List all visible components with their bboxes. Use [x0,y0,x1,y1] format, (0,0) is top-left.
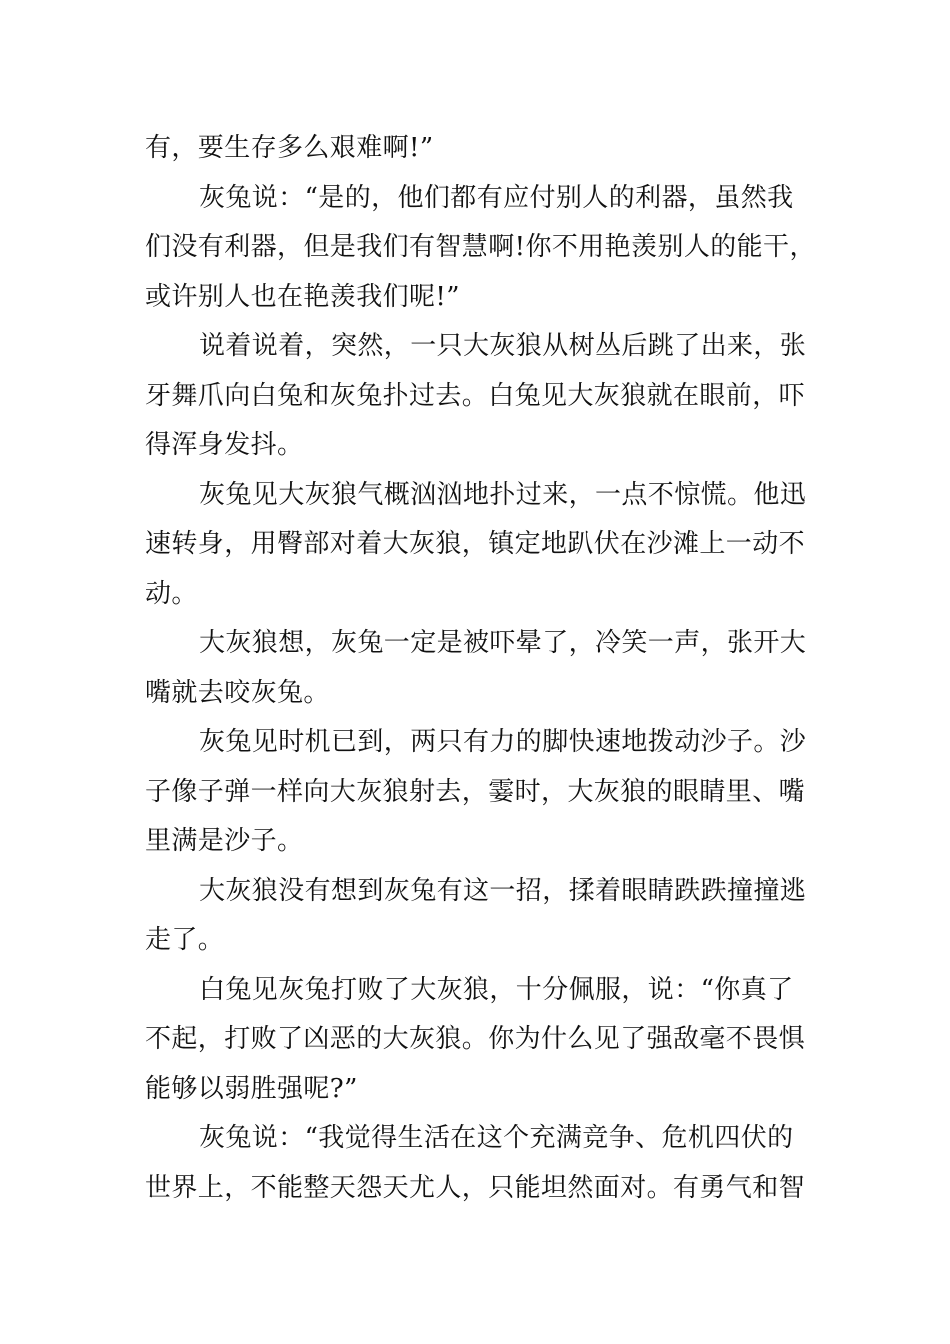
document-page [145,128,816,1217]
text-line: 世界上，不能整天怨天尤人，只能坦然面对。有勇气和智 [145,1172,806,1203]
text-line: 说着说着，突然，一只大灰狼从树丛后跳了出来，张 [199,331,807,361]
paragraph-4 [145,475,805,624]
paragraph-2 [145,178,816,327]
text-line: 里满是沙子。 [145,826,304,856]
text-line: 动。 [145,578,198,609]
text-line: 子像子弹一样向大灰狼射去，霎时，大灰狼的眼睛里、嘴 [145,776,806,807]
paragraph-7 [145,871,805,970]
text-line: 灰兔见时机已到，两只有力的脚快速地拨动沙子。沙 [199,727,807,757]
text-line: 大灰狼没有想到灰兔有这一招，揉着眼睛跌跌撞撞逃 [199,875,807,906]
text-line: 走了。 [145,925,225,955]
text-line: 灰兔说：“我觉得生活在这个充满竞争、危机四伏的 [199,1123,794,1153]
text-line: 们没有利器，但是我们有智慧啊!你不用艳羡别人的能干， [145,232,816,262]
text-line: 灰兔见大灰狼气概汹汹地扑过来，一点不惊慌。他迅 [199,479,807,510]
text-line: 不起，打败了凶恶的大灰狼。你为什么见了强敌毫不畏惧 [145,1024,806,1054]
text-line: 大灰狼想，灰兔一定是被吓晕了，冷笑一声，张开大 [199,628,807,658]
text-line: 白兔见灰兔打败了大灰狼，十分佩服，说：“你真了 [199,974,794,1005]
text-line: 得浑身发抖。 [145,430,304,460]
text-line: 有，要生存多么艰难啊!” [145,133,434,163]
paragraph-3 [145,326,805,475]
text-line: 能够以弱胜强呢?” [145,1073,358,1104]
text-line: 速转身，用臀部对着大灰狼，镇定地趴伏在沙滩上一动不 [145,529,806,559]
text-line: 牙舞爪向白兔和灰兔扑过去。白兔见大灰狼就在眼前，吓 [145,380,806,411]
paragraph-5 [145,623,805,722]
text-line: 嘴就去咬灰兔。 [145,677,330,708]
paragraph-9 [145,1118,805,1217]
paragraph-8 [145,970,805,1119]
paragraph-1 [145,128,805,178]
text-line: 或许别人也在艳羡我们呢!” [145,281,460,312]
paragraph-6 [145,722,805,871]
text-line: 灰兔说：“是的，他们都有应付别人的利器，虽然我 [199,182,794,213]
